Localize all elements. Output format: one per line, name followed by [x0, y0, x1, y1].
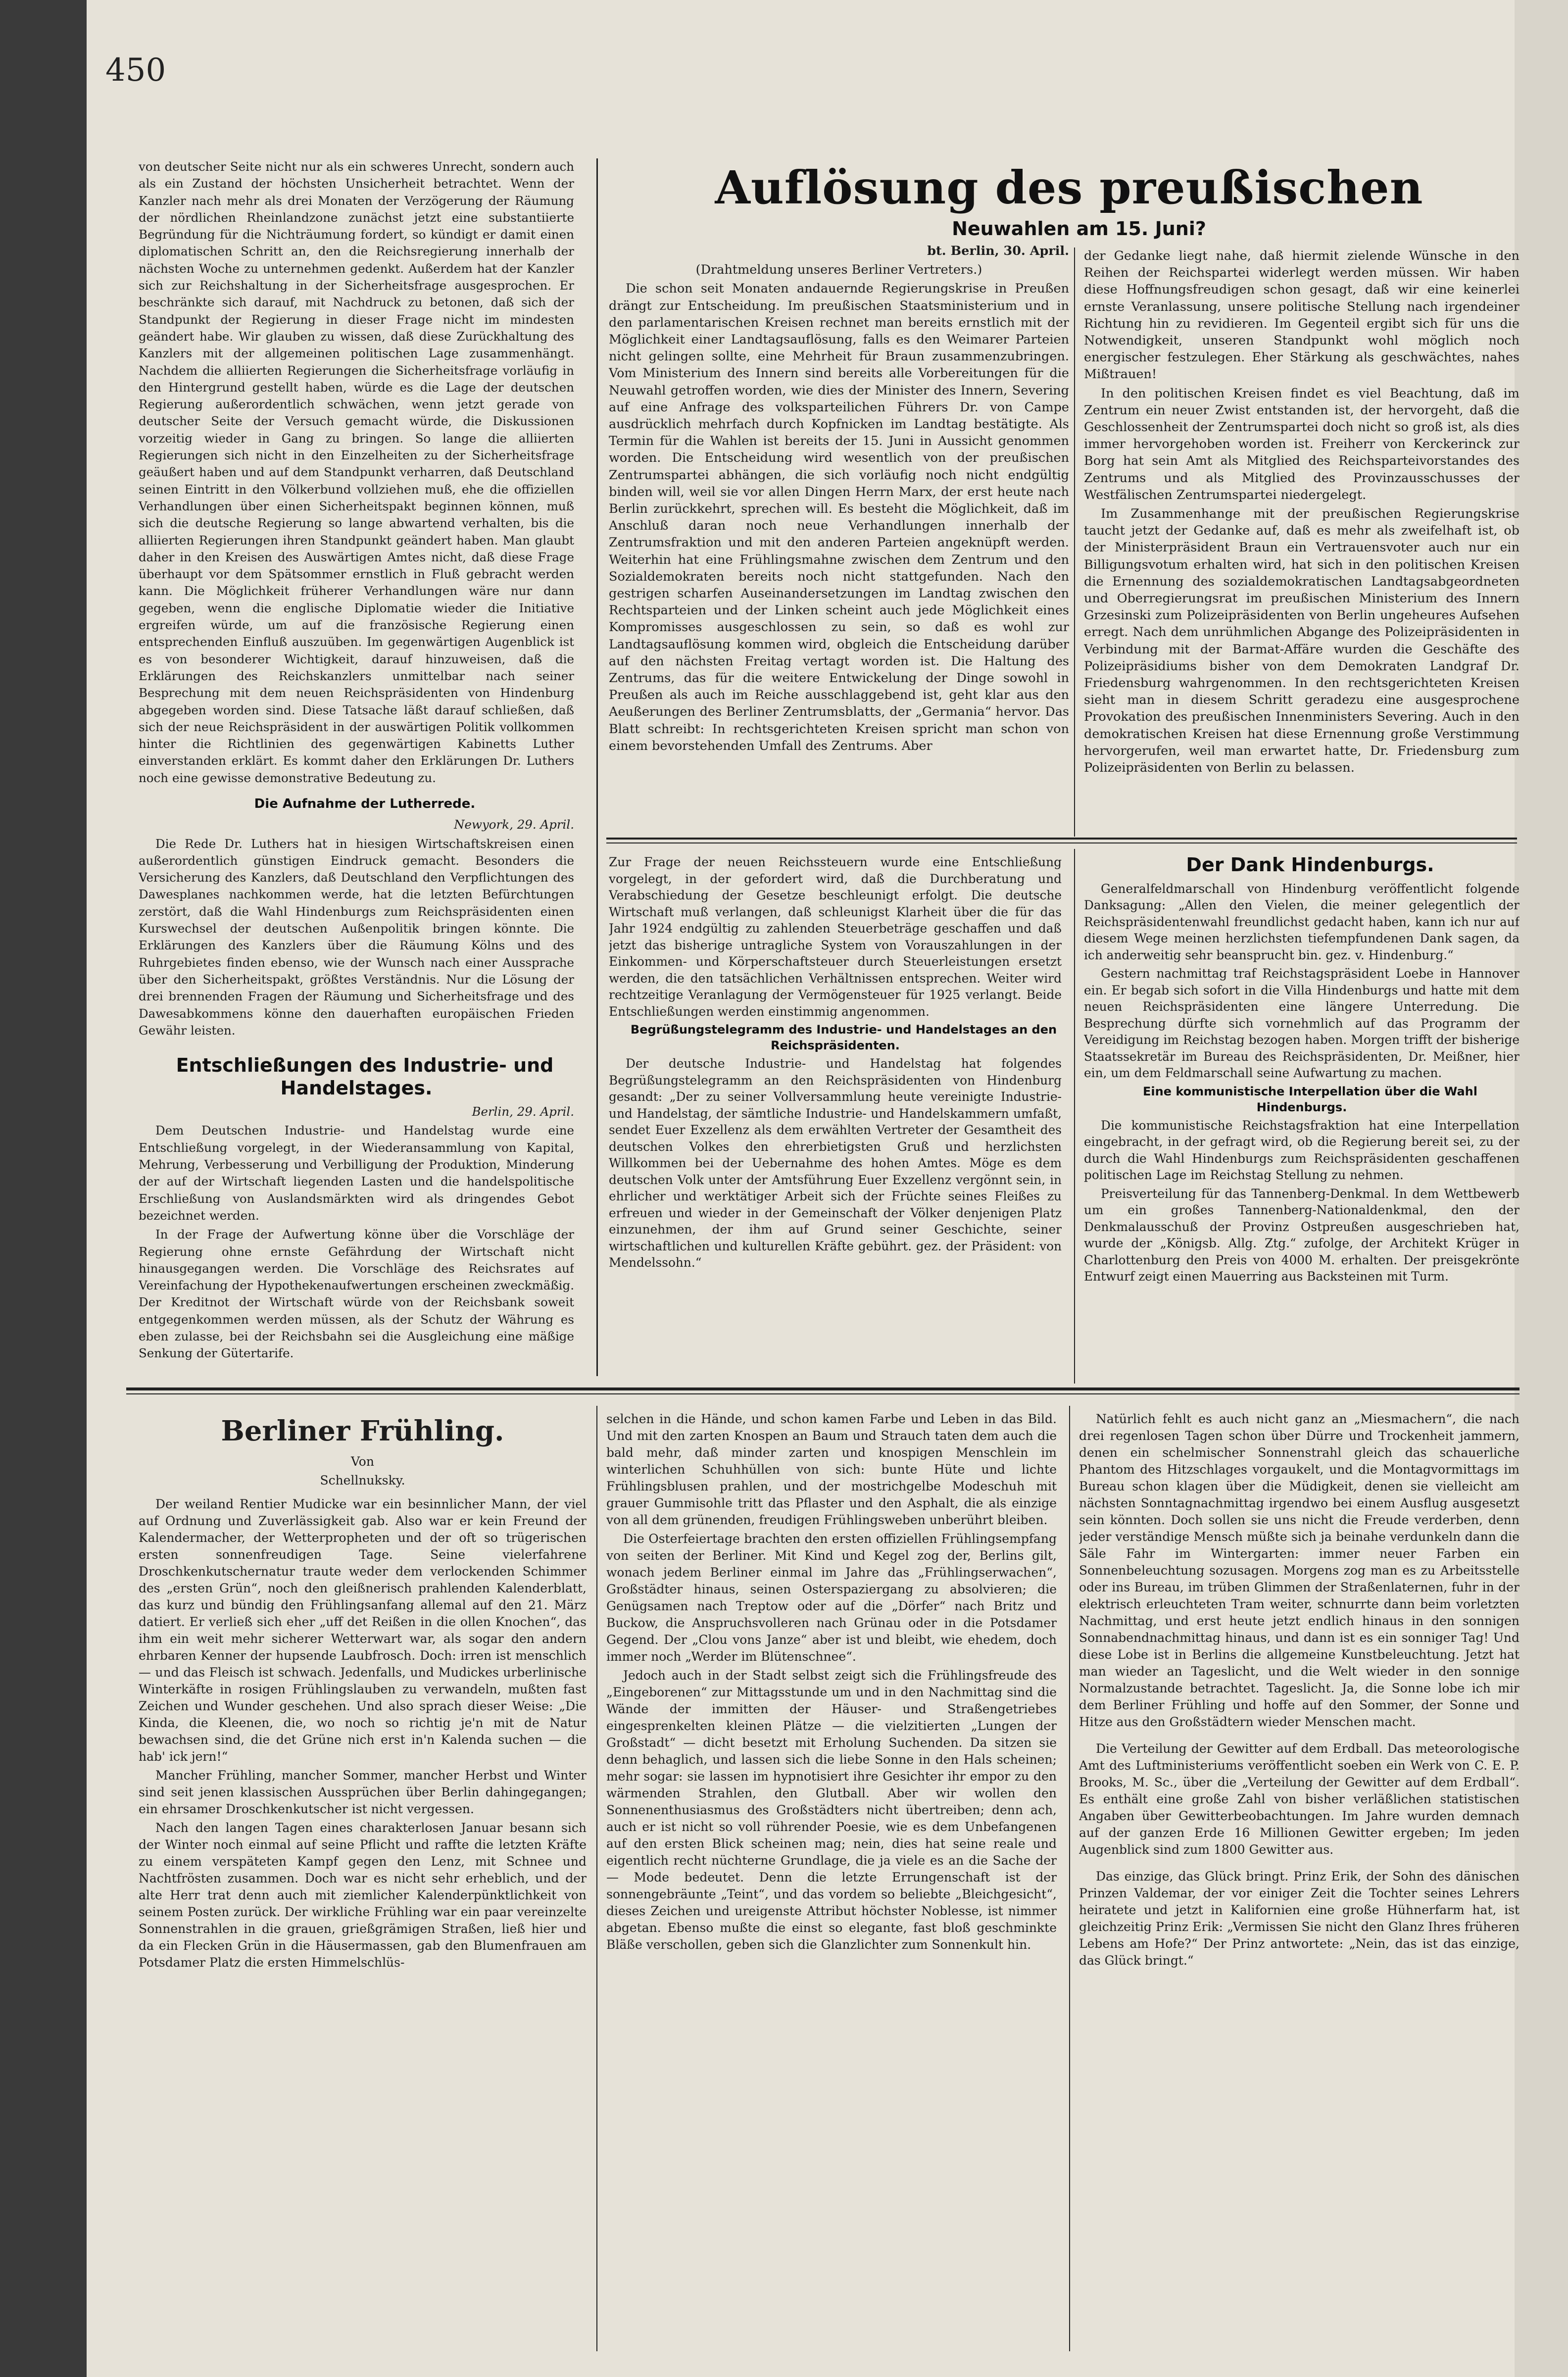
column-rule-lower: [1074, 849, 1075, 1384]
double-rule-mid: [606, 838, 1517, 840]
feuilleton-col-2: [606, 1411, 1057, 2351]
feuilleton-col2-p3: Jedoch auch in der Stadt selbst zeigt sich die Frühlingsfreude des „Eingeborenen“ zur Mittagsstunde um und in den Nachmittag sind die Wände der immitten der Häuser- und Straßengetriebes eingesprenkelten kleinen Plätze — die vielzitierten „Lungen der Großstadt“ — dicht besetzt mit Erholung Suchenden. Da sitzen sie denn behaglich, und lassen sich die liebe Sonne in den Hals scheinen; mehr sogar: sie lassen im hypnotisiert ihre Gesichter ihr empor zu den wärmenden Strahlen, den Glutball. Aber wir wollen den Sonnenenthusiasmus des Großstädters nicht übertreiben; denn ach, auch er ist nicht so voll rührender Poesie, wie es dem Unbefangenen auf den ersten Blick scheinen mag; nein, dies hat seine reale und eigentlich recht nüchterne Grundlage, die ja viele es an die Sache der — Mode bedeutet. Denn die letzte Errungenschaft ist der sonnengebräunte „Teint“, und das vordem so beliebte „Bleichgesicht“, dieses Zeichen und ureigenste Attribut höchster Noblesse, ist nimmer abgetan. Ebenso mußte die einst so elegante, fast bloß geschminkte Bläße verschollen, geben sich die Glanzlichter zum Sonnenkult hin.: [606, 1668, 1057, 1952]
main-body-b-1: der Gedanke liegt nahe, daß hiermit zielende Wünsche in den Reihen der Reichspartei widerlegt werden müssen. Wir haben diese Hoffnungsfreudigen schon gesagt, daß wir eine keinerlei ernste Veranlassung, unsere politische Stellung nach irgendeiner Richtung hin zu revidieren. Im Gegenteil ergibt sich für uns die Notwendigkeit, unseren Standpunkt wohl möglich noch energischer festzulegen. Eher Stärkung als geschwächtes, nahes Mißtrauen!: [1084, 248, 1519, 382]
left-column: [139, 158, 574, 1381]
feuilleton-rule: [126, 1387, 1519, 1390]
industrie-heading: Entschließungen des Industrie- und Handelstages.: [176, 1054, 554, 1099]
main-story-col-a: [609, 243, 1069, 822]
column-rule-main: [1074, 248, 1075, 837]
feuilleton-title: Berliner Frühling.: [221, 1415, 504, 1447]
feuilleton-col3-p1: Natürlich fehlt es auch nicht ganz an „Miesmachern“, die nach drei regenlosen Tagen schon über Dürre und Trockenheit jammern, denen ein schelmischer Sonnenstrahl gleich das schauerliche Phantom des Hitzschlages vorgaukelt, und die Montagvormittags im Bureau schon klagen über die Müdigkeit, denen sie vielleicht am nächsten Sonntagnachmittag irgendwo bei einem Ausflug ausgesetzt sein könnten. Doch sollen sie uns nicht die Freude verderben, denn jeder verständige Mensch müßte sich ja beinahe verdunkeln dann die Säle Fahr im Wintergarten: immer neuer Farben ein Sonnenbeleuchtung sozusagen. Morgens zog man es zu Arbeitsstelle oder ins Bureau, im trüben Glimmen der Straßenlaternen, fuhr in der elektrisch erleuchteten Tram weiter, schnurrte dann beim vorletzten Nachmittag, und erst heute jetzt endlich hinaus in den sonnigen Sonnabendnachmittag hinaus, und dann ist es ein sonniger Tag! Und diese Lobe ist in Berlins die allgemeine Kunstbeleuchtung. Jetzt hat man wieder an Tageslicht, und die Welt wieder in den sonnige Normalzustande betrachtet. Tageslicht. Ja, die Sonne lobe ich mir dem Berliner Frühling und hoffe auf den Sommer, der Sonne und Hitze aus den Großstädtern wieder Menschen macht.: [1079, 1412, 1519, 1729]
feuilleton-author: Schellnuksky.: [320, 1473, 405, 1487]
feuilleton-col1-p2: Mancher Frühling, mancher Sommer, mancher Herbst und Winter sind seit jenen klassischen Aussprüchen über Berlin dahingegangen; ein ehrsamer Droschkenkutscher ist nicht vergessen.: [139, 1768, 587, 1816]
steuer-column: [609, 854, 1062, 1381]
lutherrede-heading: Die Aufnahme der Lutherrede.: [254, 796, 476, 811]
tannenberg-body: Preisverteilung für das Tannenberg-Denkmal. In dem Wettbewerb um ein großes Tannenberg-Nationaldenkmal, den der Denkmalausschuß der Provinz Ostpreußen ausgeschrieben hat, wurde der „Königsb. Allg. Ztg.“ zufolge, der Architekt Krüger in Charlottenburg den Preis von 4000 M. erhalten. Der preisgekrönte Entwurf zeigt einen Mauerring aus Backsteinen mit Turm.: [1084, 1186, 1519, 1284]
telegram-body: Der deutsche Industrie- und Handelstag hat folgendes Begrüßungstelegramm an den Reichspräsidenten von Hindenburg gesandt: „Der zu seiner Vollversammlung heute vereinigte Industrie- und Handelstag, der sämtliche Industrie- und Handelskammern umfaßt, sendet Euer Exzellenz als dem erwählten Vertreter der Gesamtheit des deutschen Volkes den ehrerbietigsten Gruß und herzlichsten Willkommen bei der Uebernahme des hohen Amtes. Möge es dem deutschen Volk unter der Amtsführung Euer Exzellenz vergönnt sein, in ehrlicher und werktätiger Arbeit sich der Früchte seines Fleißes zu erfreuen und wieder in der Gemeinschaft der Völker denjenigen Platz einzunehmen, der ihm auf Grund seiner Geschichte, seiner wirtschaftlichen und kulturellen Kräfte gebührt. gez. der Präsident: von Mendelssohn.“: [609, 1056, 1062, 1270]
dank-body-2: Gestern nachmittag traf Reichstagspräsident Loebe in Hannover ein. Er begab sich sofort in die Villa Hindenburgs und hatte mit dem neuen Reichspräsidenten eine längere Unterredung. Die Besprechung dürfte sich vornehmlich auf das Programm der Vereidigung im Reichstag bezogen haben. Morgen trifft der bisherige Staatssekretär im Bureau des Reichspräsidenten, Dr. Meißner, hier ein, um dem Feldmarschall seine Aufwartung zu machen.: [1084, 966, 1519, 1080]
main-title: Auflösung des preußischen: [715, 161, 1423, 214]
dank-heading: Der Dank Hindenburgs.: [1186, 854, 1434, 876]
telegram-heading: Begrüßungstelegramm des Industrie- und Handelstages an den Reichspräsidenten.: [630, 1023, 1057, 1052]
interpellation-heading: Eine kommunistische Interpellation über die Wahl Hindenburgs.: [1142, 1084, 1477, 1114]
feuilleton-col1-p3: Nach den langen Tagen eines charakterlosen Januar besann sich der Winter noch einmal auf seine Pflicht und raffte die letzten Kräfte zu einem verspäteten Kampf gegen den Lenz, mit Schnee und Nachtfrösten zusammen. Doch war es nicht sehr erheblich, und der alte Herr trat denn auch mit ziemlicher Kalenderpünktlichkeit von seinem Posten zurück. Der wirkliche Frühling war ein paar vereinzelte Sonnenstrahlen in die grauen, grießgrämigen Straßen, ließ hier und da ein Flecken Grün in die Häusermassen, gab den Blumenfrauen am Potsdamer Platz die ersten Himmelschlüs-: [139, 1821, 587, 1970]
lutherrede-dateline: Newyork, 29. April.: [454, 817, 574, 832]
main-dateline: bt. Berlin, 30. April.: [927, 244, 1069, 258]
glueck-body: Das einzige, das Glück bringt. Prinz Erik, der Sohn des dänischen Prinzen Valdemar, der vor einiger Zeit die Tochter seines Lehrers heiratete und jetzt in Kalifornien eine große Hühnerfarm hat, ist gleichzeitig Prinz Erik: „Vermissen Sie nicht den Glanz Ihres früheren Lebens am Hofe?“ Der Prinz antwortete: „Nein, das ist das einzige, das Glück bringt.“: [1079, 1869, 1519, 1968]
industrie-body-2: In der Frage der Aufwertung könne über die Vorschläge der Regierung ohne ernste Gefährdung der Wirtschaft nicht hinausgegangen werden. Die Vorschläge des Reichsrates auf Vereinfachung der Hypothekenaufwertungen erscheinen zweckmäßig. Der Kreditnot der Wirtschaft würde von der Reichsbank soweit entgegenkommen werden müssen, als der Schutz der Währung es eben zulasse, bei der Reichsbahn sei die Ausgleichung eine mäßige Senkung der Gütertarife.: [139, 1227, 574, 1361]
interpellation-body: Die kommunistische Reichstagsfraktion hat eine Interpellation eingebracht, in der gefragt wird, ob die Regierung bereit sei, zu der durch die Wahl Hindenburgs zum Reichspräsidenten geschaffenen politischen Lage im Reichstag Stellung zu nehmen.: [1084, 1118, 1519, 1182]
main-body-b-3: Im Zusammenhange mit der preußischen Regierungskrise taucht jetzt der Gedanke auf, daß es mehr als zweifelhaft ist, ob der Ministerpräsident Braun ein Vertrauensvoter auch nur ein Billigungsvotum erhalten wird, hat sich in den politischen Kreisen die Ernennung des sozialdemokratischen Landtagsabgeordneten und Oberregierungsrat im preußischen Ministerium des Innern Grzesinski zum Polizeipräsidenten von Berlin ungeheures Aufsehen erregt. Nach dem unrühmlichen Abgange des Polizeipräsidenten in Verbindung mit der Barmat-Affäre wurden die Geschäfte des Polizeipräsidiums bisher von dem Demokraten Landgraf Dr. Friedensburg wahrgenommen. In den rechtsgerichteten Kreisen sieht man in diesem Schritt geradezu eine ausgesprochene Provokation des preußischen Innenministers Severing. Auch in den demokratischen Kreisen hat diese Ernennung große Verstimmung hervorgerufen, weil man erwartet hatte, Dr. Friedensburg zum Polizeipräsidenten von Berlin zu belassen.: [1084, 506, 1519, 776]
scan-right-edge: [1515, 0, 1568, 2377]
feuilleton-col2-p2: Die Osterfeiertage brachten den ersten offiziellen Frühlingsempfang von seiten der Berliner. Mit Kind und Kegel zog der, Berlins gilt, wonach jedem Berliner einmal im Jahre das „Frühlingserwachen“, Großstädter hinaus, seinen Osterspaziergang zu absolvieren; die Genügsamen nach Treptow oder auf die „Dörfer“ nach Britz und Buckow, die Anspruchsvolleren nach Grünau oder in die Potsdamer Gegend. Der „Clou vons Janze“ aber ist und bleibt, wie ehedem, doch immer noch „Werder im Blütenschnee“.: [606, 1532, 1057, 1664]
feuilleton-col-1: [139, 1411, 587, 2351]
feuilleton-col2-p1: selchen in die Hände, und schon kamen Farbe und Leben in das Bild. Und mit den zarten Knospen an Baum und Strauch taten dem auch die bald mehr, daß minder zarten und knospigen Menschlein im winterlichen Schuhhüllen von sich: bunte Hüte und lichte Frühlingsblusen prahlen, und der mostrichgelbe Modeschuh mit grauer Gummisohle tritt das Pflaster und den Asphalt, die als einzige von all dem grünenden, freudigen Frühlingsweben unberührt bleiben.: [606, 1412, 1057, 1527]
main-subtitle: Neuwahlen am 15. Juni?: [952, 218, 1206, 240]
main-body-b-2: In den politischen Kreisen findet es viel Beachtung, daß im Zentrum ein neuer Zwist entstanden ist, der hervorgeht, daß die Geschlossenheit der Zentrumspartei doch nicht so groß ist, als dies immer hervorgehoben worden ist. Freiherr von Kerckerinck zur Borg hat sein Amt als Mitglied des Reichsparteivorstandes des Zentrums und als Mitglied des Provinzausschusses der Westfälischen Zentrumspartei niedergelegt.: [1084, 386, 1519, 502]
main-source: (Drahtmeldung unseres Berliner Vertreters.): [695, 262, 982, 278]
lutherrede-body: Die Rede Dr. Luthers hat in hiesigen Wirtschaftskreisen einen außerordentlich günstigen Eindruck gemacht. Besonders die Versicherung des Kanzlers, daß Deutschland den Verpflichtungen des Dawesplanes nachkommen werde, hat die letzten Befürchtungen zerstört, daß die Wahl Hindenburgs zum Reichspräsidenten einen Kurswechsel der deutschen Außenpolitik bringen könnte. Die Erklärungen des Kanzlers über die Räumung Kölns und des Ruhrgebietes finden ebenso, wie der Wunsch nach einer Aussprache über den Sicherheitspakt, größtes Verständnis. Nur die Lösung der drei brennenden Fragen der Räumung und Sicherheitsfrage und des Dawesabkommens könne den dauerhaften europäischen Frieden Gewähr leisten.: [139, 836, 574, 1038]
main-headline: [606, 156, 1532, 220]
left-column-lead: von deutscher Seite nicht nur als ein schweres Unrecht, sondern auch als ein Zustand der höchsten Unsicherheit betrachtet. Wenn der Kanzler nach mehr als drei Monaten der Verzögerung der Räumung der nördlichen Rheinlandzone zunächst jetzt eine substantiierte Begründung für die Nichträumung fordert, so kündigt er damit einen diplomatischen Schritt an, den die Reichsregierung innerhalb der nächsten Woche zu unternehmen gedenkt. Außerdem hat der Kanzler sich zur Reichshaltung in der Sicherheitsfrage ausgesprochen. Er beschränkte sich darauf, mit Nachdruck zu betonen, daß sich der Standpunkt der Regierung in dieser Frage nicht im mindesten geändert habe. Wir glauben zu wissen, daß diese Zurückhaltung des Kanzlers mit der allgemeinen politischen Lage zusammenhängt. Nachdem die alliierten Regierungen die Sicherheitsfrage vorläufig in den Hintergrund gestellt haben, würde es die Lage der deutschen Regierung außerordentlich schwächen, wenn jetzt gerade von deutscher Seite der Versuch gemacht würde, die Diskussionen vorzeitig wieder in Gang zu bringen. So lange die alliierten Regierungen sich nicht in den Einzelheiten zu der Sicherheitsfrage geäußert haben und auf dem Standpunkt verharren, daß Deutschland seinen Eintritt in den Völkerbund vollziehen muß, ehe die offiziellen Verhandlungen über einen Sicherheitspakt beginnen können, muß sich die deutsche Regierung so lange abwartend verhalten, bis die alliierten Regierungen ihren Standpunkt geändert haben. Man glaubt daher in den Kreisen des Auswärtigen Amtes nicht, daß diese Frage überhaupt vor dem Spätsommer ernstlich in Fluß gebracht werden kann. Die Möglichkeit früherer Verhandlungen wäre nur dann gegeben, wenn die englische Diplomatie wieder die Initiative ergreifen würde, um auf die französische Regierung einen entsprechenden Einfluß auszuüben. Im gegenwärtigen Augenblick ist es von besonderer Wichtigkeit, darauf hinzuweisen, daß die Erklärungen des Reichskanzlers unmittelbar nach seiner Besprechung mit dem neuen Reichspräsidenten von Hindenburg abgegeben worden sind. Diese Tatsache läßt darauf schließen, daß sich der neue Reichspräsident in der auswärtigen Politik vollkommen hinter die Richtlinien des gegenwärtigen Kabinetts Luther einverstanden erklärt. Es kommt daher den Erklärungen Dr. Luthers noch eine gewisse demonstrative Bedeutung zu.: [139, 159, 574, 785]
feuilleton-rule-2: [126, 1393, 1519, 1394]
feuilleton-rule-v1: [596, 1406, 597, 2351]
dank-column: [1084, 854, 1519, 1381]
feuilleton-by: Von: [351, 1454, 374, 1469]
feuilleton-col-3: [1079, 1411, 1519, 2351]
industrie-dateline: Berlin, 29. April.: [472, 1104, 574, 1119]
gewitter-body: Die Verteilung der Gewitter auf dem Erdball. Das meteorologische Amt des Luftministeriums veröffentlicht soeben ein Werk von C. E. P. Brooks, M. Sc., über die „Verteilung der Gewitter auf dem Erdball“. Es enthält eine große Zahl von bisher verläßlichen statistischen Angaben über Gewitterbeobachtungen. Im Jahre wurden demnach auf der ganzen Erde 16 Millionen Gewitter ergeben; Im jeden Augenblick sind zum 1800 Gewitter aus.: [1079, 1741, 1519, 1857]
dank-body-1: Generalfeldmarschall von Hindenburg veröffentlicht folgende Danksagung: „Allen den Vielen, die meiner gelegentlich der Reichspräsidentenwahl freundlichst gedacht haben, kann ich nur auf diesem Wege meinen herzlichsten tiefempfundenen Dank sagen, da ich anderweitig sehr beansprucht bin. gez. v. Hindenburg.“: [1084, 881, 1519, 962]
double-rule-mid-2: [606, 842, 1517, 843]
feuilleton-rule-v2: [1069, 1406, 1070, 2351]
scan-left-edge: [0, 0, 87, 2377]
page-number: 450: [105, 52, 166, 89]
industrie-body-1: Dem Deutschen Industrie- und Handelstag wurde eine Entschließung vorgelegt, in der Wiederansammlung von Kapital, Mehrung, Verbesserung und Verbilligung der Produktion, Minderung der auf der Wirtschaft liegenden Lasten und die handelspolitische Erschließung von Auslandsmärkten wird als dringendes Gebot bezeichnet werden.: [139, 1123, 574, 1223]
steuer-body: Zur Frage der neuen Reichssteuern wurde eine Entschließung vorgelegt, in der gefordert wird, daß die Durchberatung und Verabschiedung der Gesetze beschleunigt erfolgt. Die deutsche Wirtschaft muß verlangen, daß schleunigst Klarheit über die für das Jahr 1924 endgültig zu zahlenden Steuerbeträge geschaffen und daß jetzt das bisherige untragliche System von Vorauszahlungen in der Einkommen- und Körperschaftsteuer durch Steuerleistungen ersetzt werden, die den tatsächlichen Verhältnissen entsprechen. Weiter wird rechtzeitige Veranlagung der Vermögensteuer für 1925 verlangt. Beide Entschließungen werden einstimmig angenommen.: [609, 855, 1062, 1019]
column-rule-left: [596, 158, 598, 1376]
main-story-col-b: [1084, 248, 1519, 832]
main-body-a: Die schon seit Monaten andauernde Regierungskrise in Preußen drängt zur Entscheidung. Im preußischen Staatsministerium und in den parlamentarischen Kreisen rechnet man bereits ernstlich mit der Möglichkeit einer Landtagsauflösung, falls es den Weimarer Parteien nicht gelingen sollte, eine Mehrheit für Braun zusammenzubringen. Vom Ministerium des Innern sind bereits alle Vorbereitungen für die Neuwahl getroffen worden, wie dies der Minister des Innern, Severing auf eine Anfrage des volksparteilichen Führers Dr. von Campe ausdrücklich mehrfach durch Kopfnicken im Landtag bestätigte. Als Termin für die Wahlen ist bereits der 15. Juni in Aussicht genommen worden. Die Entscheidung wird wesentlich von der preußischen Zentrumspartei abhängen, die sich vorläufig noch nicht endgültig binden will, weil sie vor allen Dingen Herrn Marx, der erst heute nach Berlin zurückkehrt, sprechen will. Es besteht die Möglichkeit, daß im Anschluß daran noch neue Verhandlungen innerhalb der Zentrumsfraktion und mit den anderen Parteien angeknüpft werden. Weiterhin hat eine Frühlingsmahne zwischen dem Zentrum und den Sozialdemokraten bereits noch nicht stattgefunden. Nach den gestrigen scharfen Auseinandersetzungen im Landtag zwischen den Rechtsparteien und der Linken scheint auch jede Möglichkeit eines Kompromisses ausgeschlossen zu sein, so daß es wohl zur Landtagsauflösung kommen wird, obgleich die Entscheidung darüber auf den nächsten Freitag vertagt worden ist. Die Haltung des Zentrums, das für die weitere Entwickelung der Dinge sowohl in Preußen als auch im Reiche ausschlaggebend ist, geht klar aus den Aeußerungen des Berliner Zentrumsblatts, der „Germania“ hervor. Das Blatt schreibt: In rechtsgerichteten Kreisen spricht man schon von einem bevorstehenden Umfall des Zentrums. Aber: [609, 281, 1069, 753]
feuilleton-col1-p1: Der weiland Rentier Mudicke war ein besinnlicher Mann, der viel auf Ordnung und Zuverlässigkeit gab. Also war er kein Freund der Kalendermacher, der Wetterpropheten und der oft so trügerischen ersten sonnenfreudigen Tage. Seine vielerfahrene Droschkenkutschernatur traute weder dem verlockenden Schimmer des „ersten Grün“, noch den gleißnerisch prahlenden Kalenderblatt, das kurz und bündig den Frühlingsanfang allemal auf den 21. März datiert. Er verließ sich eher „uff det Reißen in die ollen Knochen“, das ihm ein weit mehr sicherer Wetterwart war, als sogar den andern ehrbaren Kenner der hupsende Laubfrosch. Doch: irren ist menschlich — und das Fleisch ist schwach. Jedenfalls, und Mudickes urberlinische Winterkäfte in rosigen Frühlingslauben zu verwandeln, mußten fast Zeichen und Wunder geschehen. Und also sprach dieser Weise: „Die Kinda, die Kleenen, die, wo noch so richtig je'n mit de Natur bewachsen sind, die det Grüne nich erst in'n Kalenda suchen — die hab' ick jern!“: [139, 1497, 587, 1764]
